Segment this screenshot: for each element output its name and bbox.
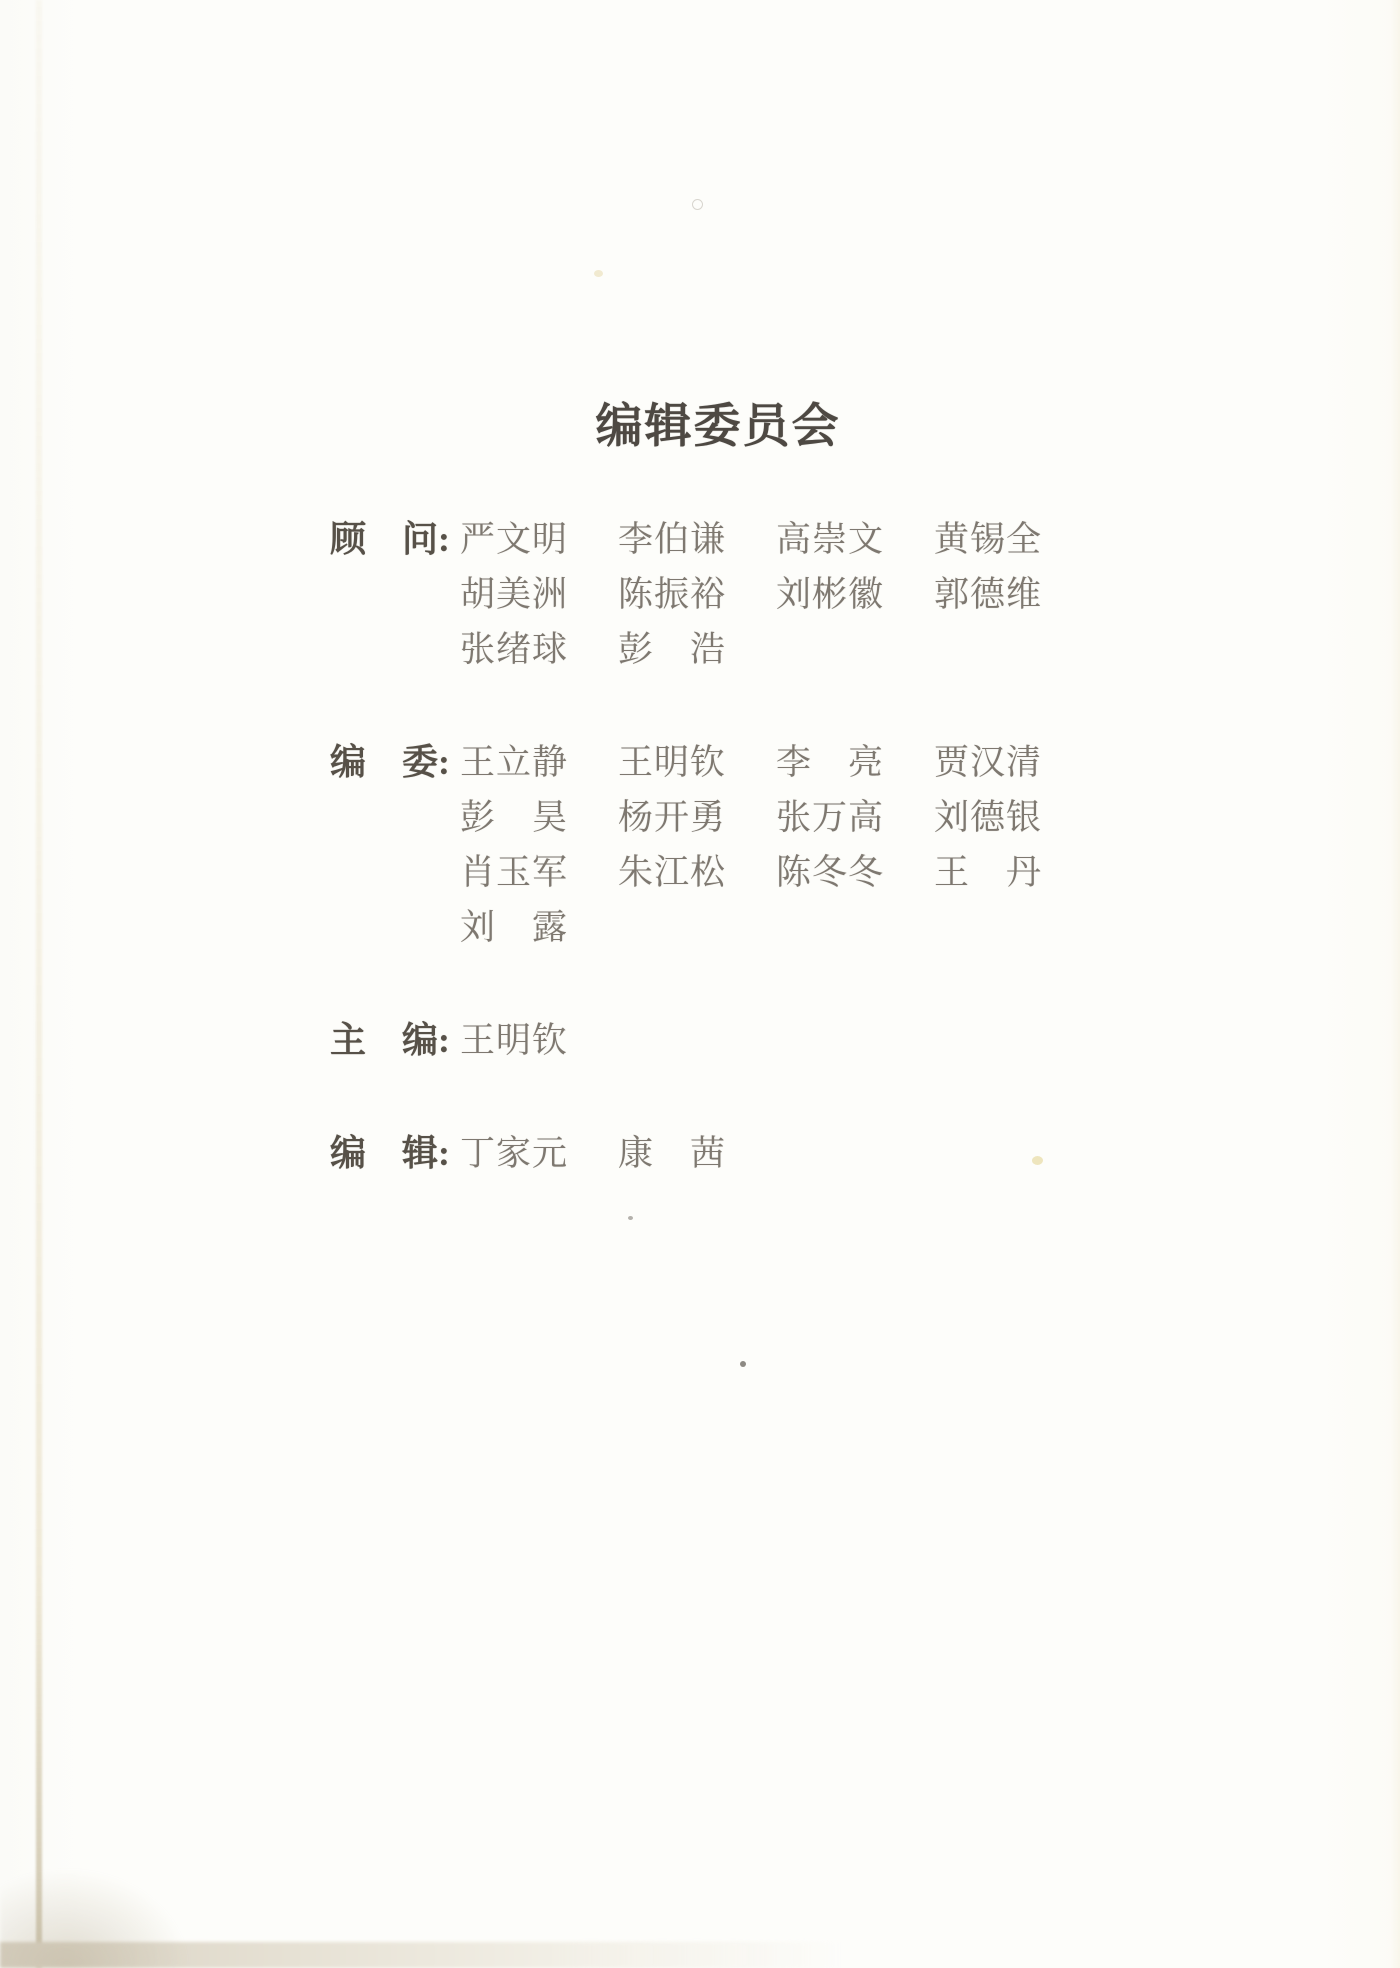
- section-label-editorial-board: 编 委:: [330, 742, 450, 782]
- scan-speck: [692, 199, 703, 210]
- section-rows: [460, 1013, 1110, 1068]
- committee-member-name: 王明钦: [460, 1021, 569, 1060]
- section-rows: [460, 735, 1110, 955]
- section-chief-editor: [330, 1013, 1110, 1068]
- name-row: [460, 1013, 1110, 1068]
- empty-cell: [776, 622, 934, 677]
- scan-speck: [628, 1216, 633, 1220]
- empty-cell: [934, 1126, 1092, 1181]
- bottom-left-corner-shade: [0, 1868, 190, 1968]
- section-label-editors: 编 辑:: [330, 1133, 450, 1173]
- committee-member-name: 彭 昊: [460, 798, 569, 837]
- committee-list: [330, 512, 1110, 1181]
- empty-cell: [618, 1013, 776, 1068]
- committee-member-name: 肖玉军: [460, 853, 569, 892]
- empty-cell: [776, 1013, 934, 1068]
- section-label-chief-editor: 主 编:: [330, 1020, 450, 1060]
- committee-member-name: 刘彬徽: [776, 575, 885, 614]
- empty-cell: [934, 1013, 1092, 1068]
- committee-member-name: 王立静: [460, 743, 569, 782]
- committee-member-name: 张绪球: [460, 630, 569, 669]
- committee-member-name: 陈振裕: [618, 575, 727, 614]
- empty-cell: [934, 900, 1092, 955]
- committee-member-name: 康 茜: [618, 1134, 727, 1173]
- committee-member-name: 李 亮: [776, 743, 885, 782]
- committee-member-name: 王 丹: [934, 853, 1043, 892]
- committee-member-name: 王明钦: [618, 743, 727, 782]
- name-row: [460, 790, 1110, 845]
- name-row: [460, 622, 1110, 677]
- committee-member-name: 彭 浩: [618, 630, 727, 669]
- committee-member-name: 贾汉清: [934, 743, 1043, 782]
- committee-member-name: 黄锡全: [934, 520, 1043, 559]
- section-editorial-board: [330, 735, 1110, 955]
- name-row: [460, 900, 1110, 955]
- section-rows: [460, 512, 1110, 677]
- name-row: [460, 567, 1110, 622]
- section-editors: [330, 1126, 1110, 1181]
- scan-speck: [740, 1361, 746, 1367]
- section-label-advisors: 顾 问:: [330, 519, 450, 559]
- page-title: 编辑委员会: [595, 401, 841, 453]
- right-page-edge: [1390, 0, 1400, 1968]
- name-row: [460, 1126, 1110, 1181]
- bottom-shadow-strip: [0, 1942, 1400, 1968]
- empty-cell: [776, 900, 934, 955]
- committee-member-name: 刘 露: [460, 908, 569, 947]
- section-rows: [460, 1126, 1110, 1181]
- empty-cell: [618, 900, 776, 955]
- committee-member-name: 郭德维: [934, 575, 1043, 614]
- empty-cell: [934, 622, 1092, 677]
- committee-member-name: 胡美洲: [460, 575, 569, 614]
- committee-member-name: 朱江松: [618, 853, 727, 892]
- spine-crease: [36, 0, 42, 1968]
- committee-member-name: 张万高: [776, 798, 885, 837]
- committee-member-name: 丁家元: [460, 1134, 569, 1173]
- scan-speck: [1032, 1156, 1043, 1165]
- name-row: [460, 845, 1110, 900]
- section-advisors: [330, 512, 1110, 677]
- committee-member-name: 刘德银: [934, 798, 1043, 837]
- committee-member-name: 严文明: [460, 520, 569, 559]
- name-row: [460, 735, 1110, 790]
- committee-member-name: 高崇文: [776, 520, 885, 559]
- committee-member-name: 李伯谦: [618, 520, 727, 559]
- empty-cell: [776, 1126, 934, 1181]
- scan-speck: [594, 270, 603, 277]
- committee-member-name: 杨开勇: [618, 798, 727, 837]
- committee-member-name: 陈冬冬: [776, 853, 885, 892]
- name-row: [460, 512, 1110, 567]
